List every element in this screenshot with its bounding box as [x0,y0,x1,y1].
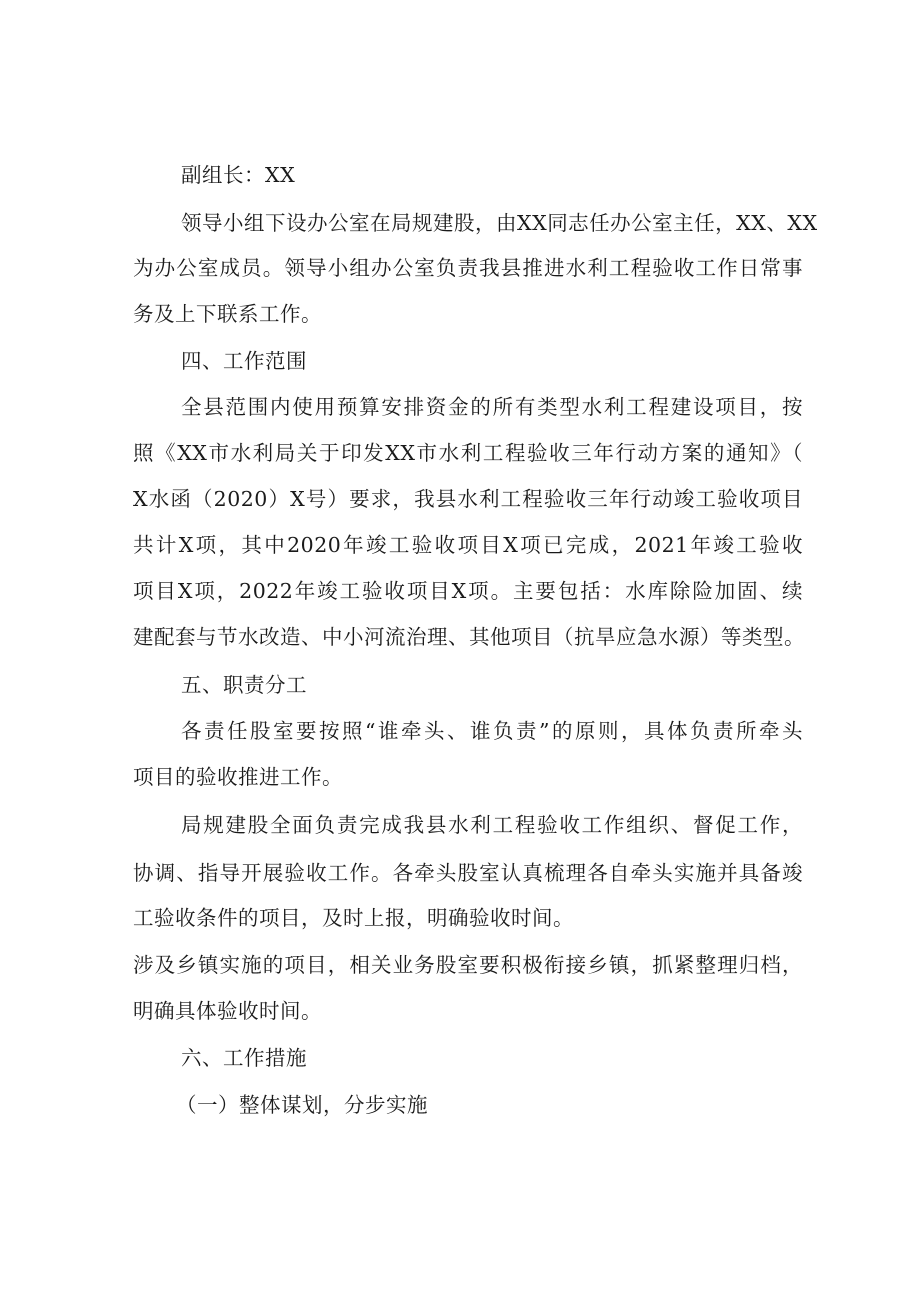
scope-paragraph-line-5: 项目X项，2022年竣工验收项目X项。主要包括：水库除险加固、续 [133,579,803,603]
deputy-leader-line: 副组长：XX [181,163,296,187]
scope-paragraph-line-4: 共计X项，其中2020年竣工验收项目X项已完成，2021年竣工验收 [133,533,803,557]
subheading-overall-planning: （一）整体谋划，分步实施 [176,1093,428,1117]
office-paragraph-line-2: 为办公室成员。领导小组办公室负责我县推进水利工程验收工作日常事 [133,256,803,280]
scope-paragraph-line-1: 全县范围内使用预算安排资金的所有类型水利工程建设项目，按 [181,395,803,419]
section-heading-duties: 五、职责分工 [181,673,307,697]
bureau-paragraph-line-2: 协调、指导开展验收工作。各牵头股室认真梳理各自牵头实施并具备竣 [133,861,803,885]
duties-paragraph-line-1: 各责任股室要按照“谁牵头、谁负责”的原则，具体负责所牵头 [181,719,803,743]
bureau-paragraph-line-3: 工验收条件的项目，及时上报，明确验收时间。 [133,906,574,930]
scope-paragraph-line-2: 照《XX市水利局关于印发XX市水利工程验收三年行动方案的通知》（ [133,441,803,465]
office-paragraph-line-3: 务及上下联系工作。 [133,302,322,326]
scope-paragraph-line-3: X水函（2020）X号）要求，我县水利工程验收三年行动竣工验收项目 [133,487,803,511]
office-paragraph-line-1: 领导小组下设办公室在局规建股，由XX同志任办公室主任，XX、XX [181,211,818,235]
bureau-paragraph-line-1: 局规建股全面负责完成我县水利工程验收工作组织、督促工作， [181,813,803,837]
section-heading-measures: 六、工作措施 [181,1046,307,1070]
scope-paragraph-line-6: 建配套与节水改造、中小河流治理、其他项目（抗旱应急水源）等类型。 [133,625,805,649]
section-heading-scope: 四、工作范围 [181,349,307,373]
township-paragraph-line-2: 明确具体验收时间。 [133,999,322,1023]
township-paragraph-line-1: 涉及乡镇实施的项目，相关业务股室要积极衔接乡镇，抓紧整理归档， [133,953,803,977]
duties-paragraph-line-2: 项目的验收推进工作。 [133,765,343,789]
